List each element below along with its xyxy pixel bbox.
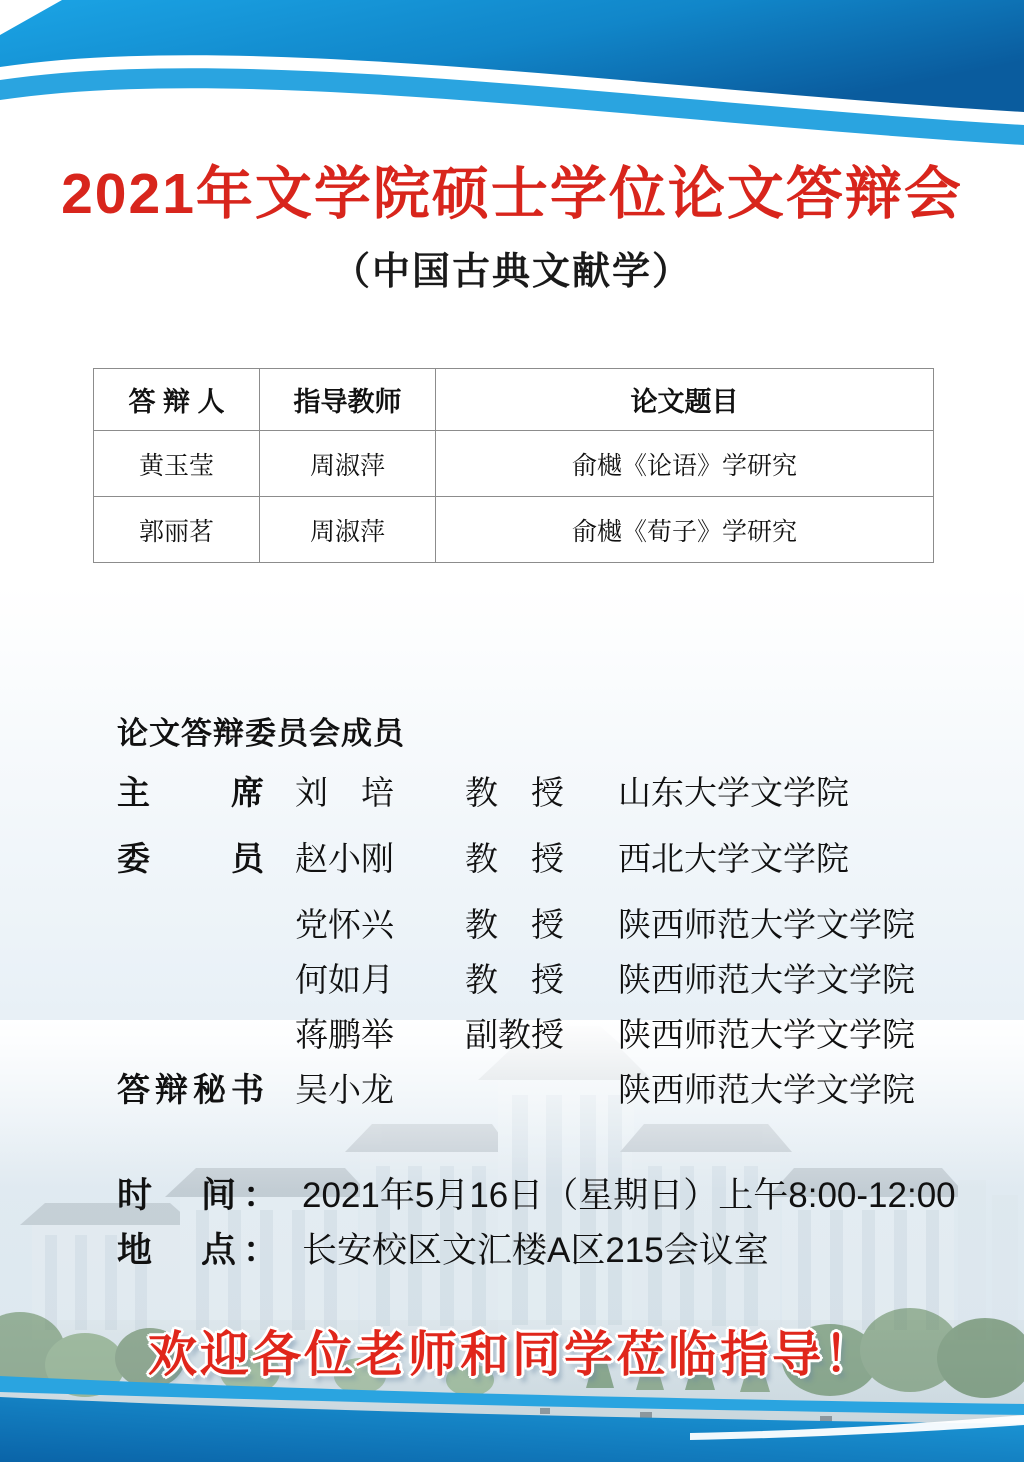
table-row — [94, 497, 934, 563]
supervisor-name: 周淑萍 — [260, 431, 436, 497]
page-subtitle: （中国古典文献学） — [331, 248, 692, 293]
place-value: 长安校区文汇楼A区215会议室 — [302, 1231, 769, 1270]
candidate-name: 黄玉莹 — [94, 431, 260, 497]
member-title: 教 授 — [465, 774, 564, 811]
header-thesis: 论文题目 — [436, 369, 934, 431]
member-affiliation: 陕西师范大学文学院 — [618, 1016, 915, 1053]
header-supervisor: 指导教师 — [260, 369, 436, 431]
member-title: 教 授 — [465, 961, 564, 998]
committee-row-secretary — [0, 1069, 1024, 1111]
schedule-place-row — [0, 1229, 1024, 1273]
defense-table-header-row — [94, 369, 934, 431]
member-affiliation: 西北大学文学院 — [618, 840, 849, 877]
member-name: 蒋鹏举 — [295, 1016, 394, 1053]
member-name: 党怀兴 — [295, 906, 394, 943]
committee-heading: 论文答辩委员会成员 — [117, 716, 405, 751]
header-candidate: 答 辩 人 — [94, 369, 260, 431]
schedule-time-row — [0, 1174, 1024, 1218]
member-name: 何如月 — [295, 961, 394, 998]
time-label: 时 间： — [117, 1176, 286, 1215]
member-title: 副教授 — [465, 1016, 564, 1053]
thesis-title: 俞樾《荀子》学研究 — [436, 497, 934, 563]
top-wave-decoration — [0, 0, 1024, 160]
committee-row-chair — [0, 772, 1024, 814]
defense-table — [93, 368, 934, 563]
member-affiliation: 山东大学文学院 — [618, 774, 849, 811]
member-name: 吴小龙 — [295, 1071, 394, 1108]
member-role: 答辩秘书 — [117, 1071, 269, 1108]
member-name: 刘 培 — [295, 774, 394, 811]
committee-row-member — [0, 1014, 1024, 1056]
member-name: 赵小刚 — [295, 840, 394, 877]
member-role: 主 席 — [117, 774, 269, 811]
committee-row-member — [0, 904, 1024, 946]
thesis-title: 俞樾《论语》学研究 — [436, 431, 934, 497]
place-label: 地 点： — [117, 1231, 286, 1270]
supervisor-name: 周淑萍 — [260, 497, 436, 563]
member-title: 教 授 — [465, 906, 564, 943]
member-role: 委 员 — [117, 840, 269, 877]
member-title: 教 授 — [465, 840, 564, 877]
committee-row-member — [0, 959, 1024, 1001]
member-affiliation: 陕西师范大学文学院 — [618, 906, 915, 943]
time-value: 2021年5月16日（星期日）上午8:00-12:00 — [302, 1176, 956, 1215]
member-affiliation: 陕西师范大学文学院 — [618, 961, 915, 998]
page-title: 2021年文学院硕士学位论文答辩会 — [61, 162, 963, 226]
table-row — [94, 431, 934, 497]
member-affiliation: 陕西师范大学文学院 — [618, 1071, 915, 1108]
welcome-banner: 欢迎各位老师和同学莅临指导！ — [147, 1328, 876, 1382]
candidate-name: 郭丽茗 — [94, 497, 260, 563]
bottom-wave-decoration — [0, 1352, 1024, 1462]
committee-row-member — [0, 838, 1024, 880]
